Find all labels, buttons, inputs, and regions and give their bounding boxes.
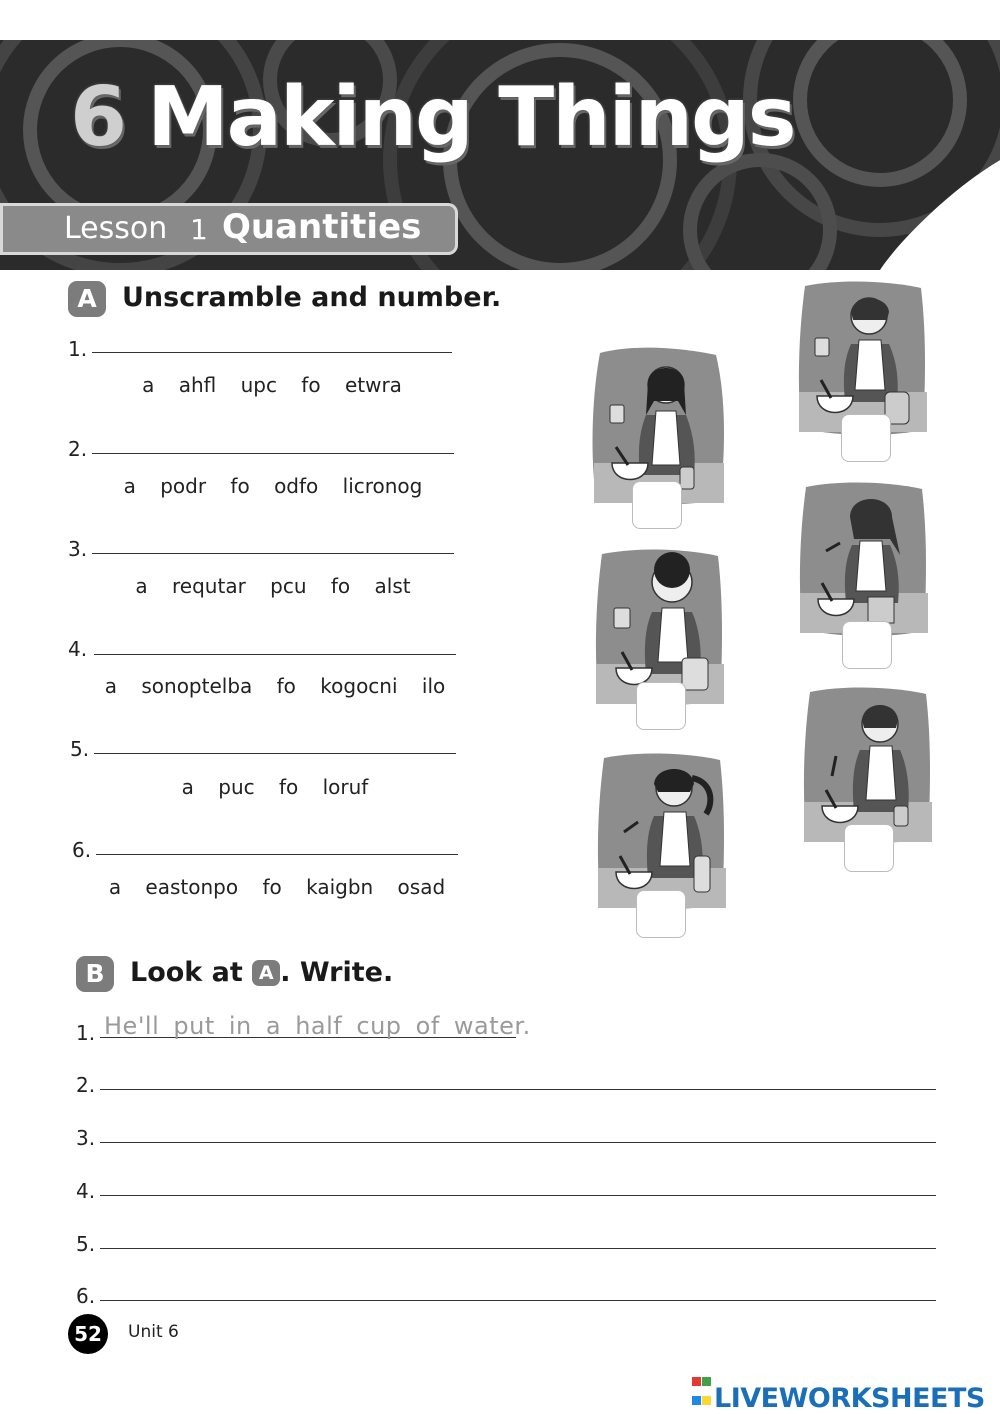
answer-line[interactable]: [96, 854, 458, 855]
section-a-title: Unscramble and number.: [122, 282, 502, 313]
page-number: 52: [68, 1314, 108, 1354]
answer-box[interactable]: [632, 481, 682, 529]
section-b-title: [130, 957, 393, 988]
item-number: 4.: [68, 637, 88, 661]
example-answer: He'll put in a half cup of water.: [104, 1012, 531, 1040]
example-number: 1.: [76, 1021, 96, 1045]
section-b-title-after: . Write.: [280, 957, 394, 988]
write-line[interactable]: [100, 1300, 936, 1301]
answer-line[interactable]: [94, 654, 456, 655]
write-line[interactable]: [100, 1142, 936, 1143]
item-number: 3.: [68, 537, 88, 561]
picture-card-6: [594, 752, 729, 942]
unit-title-text: Making Things: [147, 70, 795, 165]
item-number: 6.: [72, 838, 92, 862]
answer-line[interactable]: [94, 753, 456, 754]
scrambled-words: a requtar pcu fo alst: [135, 574, 411, 598]
unit-number: 6: [70, 70, 126, 165]
item-number: 1.: [68, 337, 88, 361]
write-line[interactable]: [100, 1089, 936, 1090]
lesson-number: 1: [190, 213, 208, 246]
liveworksheets-icon: [692, 1372, 714, 1410]
scrambled-words: a eastonpo fo kaigbn osad: [108, 875, 446, 899]
lesson-label: Lesson: [64, 211, 168, 246]
line-number: 3.: [76, 1126, 96, 1150]
section-b-badge: B: [76, 956, 114, 992]
write-line[interactable]: [100, 1248, 936, 1249]
answer-box[interactable]: [844, 824, 894, 872]
unit-title: [70, 70, 795, 165]
scrambled-words: a sonoptelba fo kogocni ilo: [104, 674, 446, 698]
lesson-name: Quantities: [222, 207, 422, 247]
answer-box[interactable]: [842, 621, 892, 669]
answer-box[interactable]: [636, 682, 686, 730]
line-number: 4.: [76, 1179, 96, 1203]
line-number: 6.: [76, 1284, 96, 1308]
scrambled-words: a puc fo loruf: [181, 775, 369, 799]
liveworksheets-logo[interactable]: [692, 1372, 985, 1414]
answer-box[interactable]: [841, 414, 891, 462]
unit-label: Unit 6: [128, 1322, 179, 1342]
picture-card-3: [796, 481, 931, 666]
write-line[interactable]: [100, 1195, 936, 1196]
picture-card-1: [588, 345, 728, 535]
scrambled-words: a ahfl upc fo etwra: [142, 373, 402, 397]
liveworksheets-text: LIVEWORKSHEETS: [714, 1383, 985, 1414]
picture-card-5: [800, 686, 935, 876]
line-number: 2.: [76, 1073, 96, 1097]
picture-card-2: [795, 280, 930, 465]
item-number: 2.: [68, 437, 88, 461]
answer-line[interactable]: [92, 553, 454, 554]
picture-card-4: [592, 548, 727, 738]
section-b-title-before: Look at: [130, 957, 243, 988]
scrambled-words: a podr fo odfo licronog: [123, 474, 423, 498]
answer-box[interactable]: [636, 890, 686, 938]
answer-line[interactable]: [92, 453, 454, 454]
line-number: 5.: [76, 1232, 96, 1256]
answer-line[interactable]: [92, 352, 452, 353]
item-number: 5.: [70, 737, 90, 761]
section-a-ref-badge: A: [252, 960, 280, 986]
section-a-badge: A: [68, 281, 106, 317]
